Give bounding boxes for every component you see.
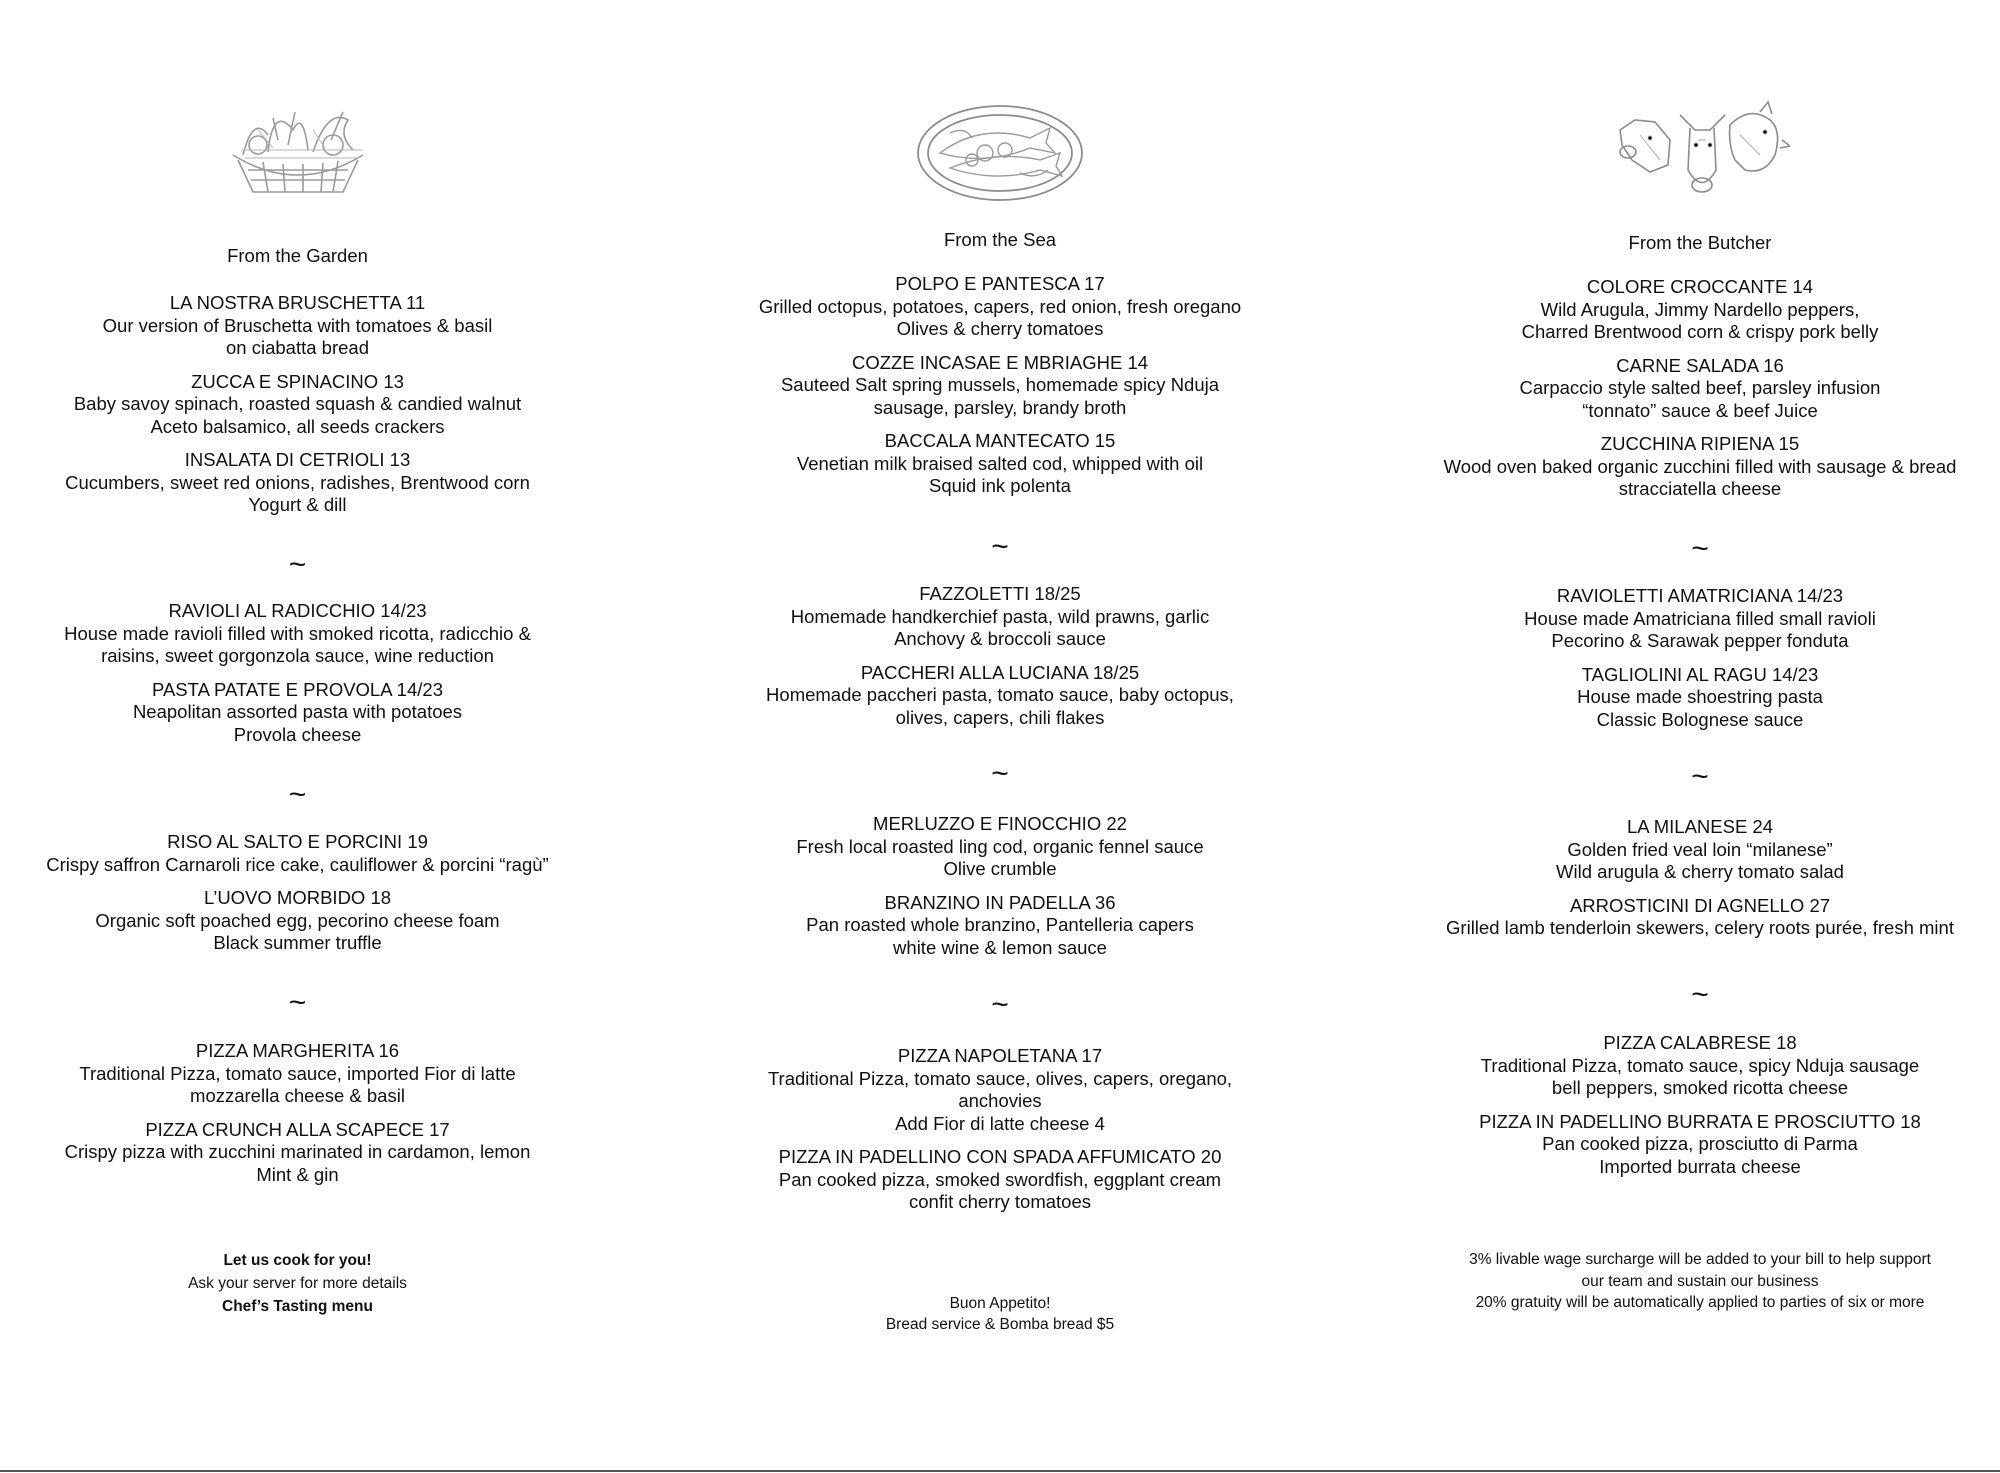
dish-description: Add Fior di latte cheese 4 [895,1112,1105,1134]
menu-item [725,273,1275,341]
dish-description: Organic soft poached egg, pecorino cheese foam [95,909,500,931]
dish-name: PACCHERI ALLA LUCIANA 18/25 [860,661,1140,683]
menu-item [725,430,1275,498]
course-separator: ~ [991,988,1009,1021]
dish-description: “tonnato” sauce & beef Juice [1582,399,1818,421]
dish-name: RAVIOLI AL RADICCHIO 14/23 [168,600,427,621]
footer-butcher [1420,1249,1980,1314]
dish-description: raisins, sweet gorgonzola sauce, wine reduction [101,645,494,666]
dish-description: stracciatella cheese [1618,478,1782,499]
dish-name: COLORE CROCCANTE 14 [1586,276,1814,297]
dish-name: CARNE SALADA 16 [1616,354,1784,376]
dish-name: COZZE INCASAE E MBRIAGHE 14 [851,351,1149,373]
dish-description: Homemade handkerchief pasta, wild prawns, garlic [790,605,1210,627]
dish-description: Mint & gin [256,1163,339,1185]
dish-description: House made ravioli filled with smoked ricotta, radicchio & [64,622,531,644]
dish-name: ZUCCA E SPINACINO 13 [191,370,404,392]
dish-description: Anchovy & broccoli sauce [894,628,1106,649]
menu-item [725,813,1275,881]
dish-description: Olives & cherry tomatoes [896,318,1104,339]
dish-name: PIZZA IN PADELLINO CON SPADA AFFUMICATO 20 [778,1146,1222,1167]
menu-item [25,831,570,876]
course-butcher-pasta [1420,585,1980,742]
dish-description: Yogurt & dill [248,494,347,515]
dish-description: Aceto balsamico, all seeds crackers [150,415,445,437]
footer-garden [25,1249,570,1318]
dish-description: Wild Arugula, Jimmy Nardello peppers, [1540,298,1860,320]
footer-line: Bread service & Bomba bread $5 [885,1316,1115,1333]
footer-line: Let us cook for you! [223,1252,372,1269]
menu-item [725,1045,1275,1135]
vegetable-basket-icon [213,100,383,200]
menu-item [725,352,1275,420]
menu-item [25,371,570,439]
dish-description: Carpaccio style salted beef, parsley infusion [1519,377,1881,398]
course-garden-secondi [25,831,570,966]
dish-description: Imported burrata cheese [1599,1155,1801,1177]
course-butcher-antipasti [1420,276,1980,512]
dish-description: white wine & lemon sauce [893,936,1107,958]
dish-description: Pecorino & Sarawak pepper fonduta [1551,630,1849,651]
menu-item [725,892,1275,960]
dish-description: Pan cooked pizza, smoked swordfish, eggplant cream [778,1168,1222,1190]
menu-item [25,1040,570,1108]
dish-name: BRANZINO IN PADELLA 36 [884,891,1116,913]
dish-description: sausage, parsley, brandy broth [873,396,1127,418]
dish-description: mozzarella cheese & basil [190,1085,405,1106]
footer-line: 20% gratuity will be automatically applied to parties of six or more [1475,1294,1925,1311]
farm-animals-icon [1610,100,1790,210]
menu-item [1420,585,1980,653]
menu-item [1420,276,1980,344]
menu-item [25,449,570,517]
course-butcher-pizza [1420,1032,1980,1189]
dish-description: Crispy saffron Carnaroli rice cake, cauliflower & porcini “ragù” [46,853,549,875]
dish-description: olives, capers, chili flakes [895,706,1105,728]
dish-name: ZUCCHINA RIPIENA 15 [1600,433,1800,454]
dish-description: Neapolitan assorted pasta with potatoes [132,701,463,722]
course-separator: ~ [991,530,1009,563]
dish-description: House made Amatriciana filled small ravioli [1524,607,1876,629]
dish-description: Venetian milk braised salted cod, whipped with oil [796,452,1204,474]
course-separator: ~ [1691,978,1709,1011]
menu-item [1420,895,1980,940]
section-title-garden: From the Garden [227,245,368,266]
dish-description: Traditional Pizza, tomato sauce, spicy Nduja sausage [1480,1054,1920,1076]
footer-line: Ask your server for more details [188,1275,407,1292]
dish-description: anchovies [958,1090,1042,1111]
menu-item [725,583,1275,651]
footer-line: 3% livable wage surcharge will be added to your bill to help support [1469,1251,1931,1268]
course-garden-antipasti [25,292,570,528]
menu-item [25,1119,570,1187]
dish-description: Black summer truffle [213,932,382,953]
course-separator: ~ [1691,760,1709,793]
dish-description: Pan roasted whole branzino, Pantelleria capers [806,914,1194,935]
dish-description: House made shoestring pasta [1577,686,1823,707]
course-sea-secondi [725,813,1275,970]
course-garden-pizza [25,1040,570,1197]
menu-item [25,679,570,747]
dish-description: Crispy pizza with zucchini marinated in cardamon, lemon [64,1141,531,1162]
dish-description: Grilled lamb tenderloin skewers, celery roots purée, fresh mint [1446,917,1954,938]
fish-platter-icon [910,98,1090,208]
dish-description: Golden fried veal loin “milanese” [1567,838,1833,860]
dish-description: Pan cooked pizza, prosciutto di Parma [1542,1133,1858,1154]
menu-item [1420,355,1980,423]
dish-name: RAVIOLETTI AMATRICIANA 14/23 [1556,585,1844,606]
menu-item [1420,1032,1980,1100]
dish-name: LA MILANESE 24 [1626,816,1774,837]
menu-item [725,1146,1275,1214]
dish-name: L’UOVO MORBIDO 18 [203,887,392,908]
dish-name: PIZZA IN PADELLINO BURRATA E PROSCIUTTO 18 [1479,1110,1921,1132]
dish-description: Fresh local roasted ling cod, organic fennel sauce [796,835,1204,857]
dish-description: Wood oven baked organic zucchini filled with sausage & bread [1443,455,1957,477]
dish-description: bell peppers, smoked ricotta cheese [1551,1077,1849,1098]
course-garden-pasta [25,600,570,757]
dish-description: Wild arugula & cherry tomato salad [1556,861,1844,882]
dish-name: PIZZA CRUNCH ALLA SCAPECE 17 [145,1118,450,1140]
course-sea-pizza [725,1045,1275,1225]
menu-item [1420,816,1980,884]
menu-item [1420,1111,1980,1179]
course-separator: ~ [1691,532,1709,565]
dish-name: MERLUZZO E FINOCCHIO 22 [873,813,1127,834]
menu-item [725,662,1275,730]
dish-name: BACCALA MANTECATO 15 [884,430,1116,451]
footer-line: Chef’s Tasting menu [222,1298,373,1315]
dish-name: LA NOSTRA BRUSCHETTA 11 [169,292,426,313]
course-separator: ~ [991,757,1009,790]
menu-item [1420,664,1980,732]
dish-name: PIZZA CALABRESE 18 [1603,1032,1797,1053]
menu-item [25,887,570,955]
dish-description: Classic Bolognese sauce [1596,708,1804,730]
dish-description: Provola cheese [233,723,362,745]
dish-description: Olive crumble [943,858,1057,879]
dish-name: TAGLIOLINI AL RAGU 14/23 [1581,663,1819,685]
footer-sea [725,1293,1275,1335]
dish-description: Traditional Pizza, tomato sauce, olives, capers, oregano, [767,1067,1233,1089]
dish-name: FAZZOLETTI 18/25 [919,583,1081,604]
menu-item [1420,433,1980,501]
menu-item [25,600,570,668]
dish-description: Sauteed Salt spring mussels, homemade spicy Nduja [780,374,1220,395]
dish-name: PIZZA NAPOLETANA 17 [897,1045,1103,1066]
course-separator: ~ [288,986,307,1019]
dish-description: Baby savoy spinach, roasted squash & candied walnut [73,393,522,414]
dish-name: PASTA PATATE E PROVOLA 14/23 [152,678,443,700]
dish-name: POLPO E PANTESCA 17 [895,273,1105,294]
dish-description: on ciabatta bread [226,337,369,358]
dish-description: Traditional Pizza, tomato sauce, imported Fior di latte [79,1062,516,1084]
footer-line: Buon Appetito! [949,1295,1051,1312]
dish-description: confit cherry tomatoes [909,1191,1091,1212]
bottom-rule [0,1470,2000,1472]
course-sea-antipasti [725,273,1275,509]
dish-description: Squid ink polenta [929,475,1071,496]
course-separator: ~ [288,778,307,811]
section-title-butcher: From the Butcher [1628,232,1772,253]
course-sea-pasta [725,583,1275,740]
dish-name: PIZZA MARGHERITA 16 [195,1040,400,1061]
dish-description: Homemade paccheri pasta, tomato sauce, baby octopus, [766,684,1234,705]
dish-name: RISO AL SALTO E PORCINI 19 [167,831,428,852]
dish-description: Cucumbers, sweet red onions, radishes, Brentwood corn [65,471,530,493]
course-butcher-secondi [1420,816,1980,951]
dish-name: ARROSTICINI DI AGNELLO 27 [1569,894,1831,916]
menu-item [25,292,570,360]
dish-description: Our version of Bruschetta with tomatoes & basil [102,314,493,336]
course-separator: ~ [288,548,307,581]
footer-line: our team and sustain our business [1581,1272,1819,1290]
dish-description: Charred Brentwood corn & crispy pork belly [1521,321,1879,342]
section-title-sea: From the Sea [943,229,1057,250]
dish-name: INSALATA DI CETRIOLI 13 [184,449,411,470]
dish-description: Grilled octopus, potatoes, capers, red onion, fresh oregano [758,295,1242,317]
